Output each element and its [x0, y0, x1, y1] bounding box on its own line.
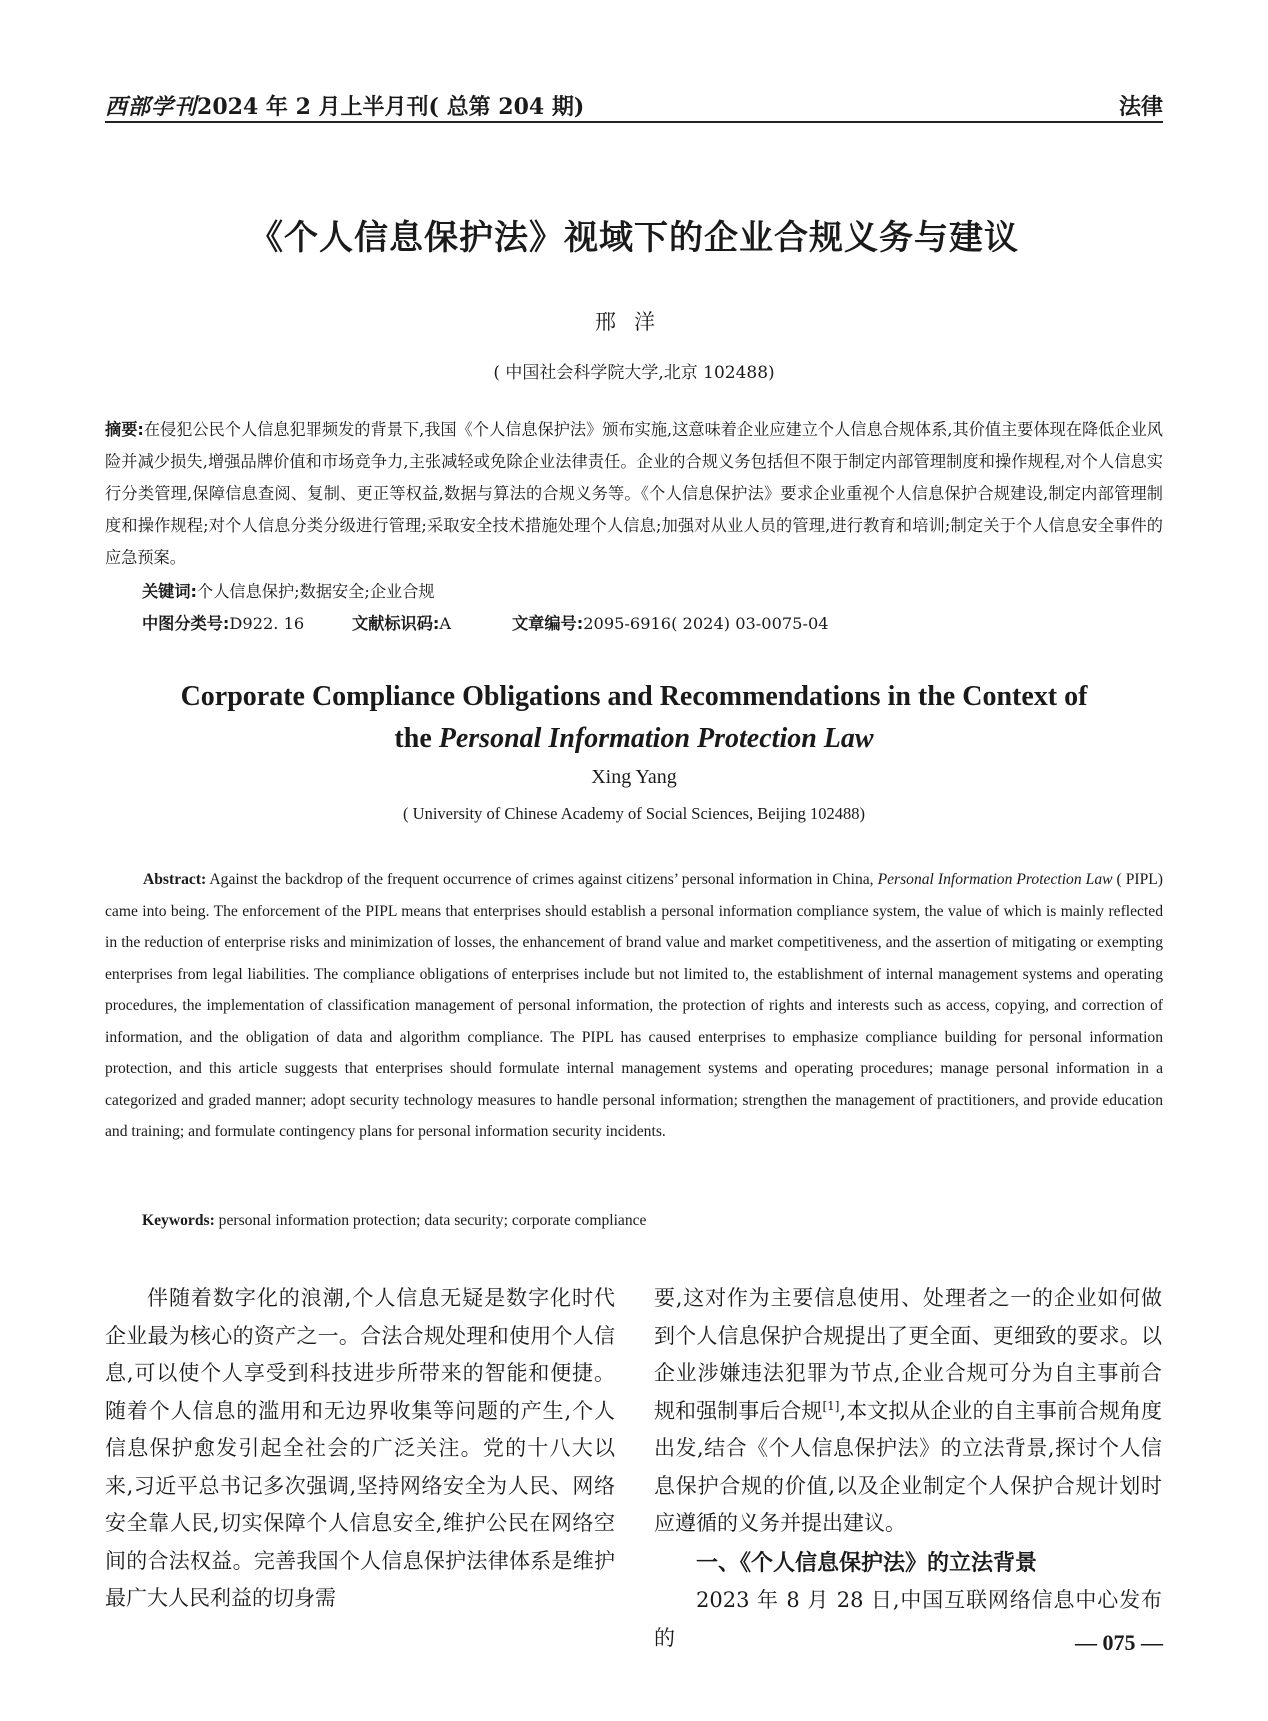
- clc-number: [142, 610, 352, 634]
- en-title-line1: Corporate Compliance Obligations and Recommendations in the Context of: [180, 681, 1088, 712]
- body-paragraph: [654, 1280, 1162, 1543]
- header-rule: [105, 121, 1163, 123]
- body-paragraph: 2023 年 8 月 28 日,中国互联网络信息中心发布的: [654, 1588, 1162, 1650]
- cn-abstract: [105, 414, 1163, 574]
- body-column-right: [654, 1280, 1162, 1657]
- cn-abstract-text: 在侵犯公民个人信息犯罪频发的背景下,我国《个人信息保护法》颁布实施,这意味着企业应建立个人信息合规体系,其价值主要体现在降低企业风险并减少损失,增强品牌价值和市场竞争力,主张减轻或免除企业法律责任。企业的合规义务包括但不限于制定内部管理制度和操作规程,对个人信息实行分类管理,保障信息查阅、复制、更正等权益,数据与算法的合规义务等。《个人信息保护法》要求企业重视个人信息保护合规建设,制定内部管理制度和操作规程;对个人信息分类分级进行管理;采取安全技术措施处理个人信息;加强对从业人员的管理,进行教育和培训;制定关于个人信息安全事件的应急预案。: [105, 420, 1163, 567]
- doc-code-label: 文献标识码:: [352, 614, 440, 633]
- en-author: Xing Yang: [591, 766, 677, 788]
- cn-affiliation: ( 中国社会科学院大学,北京 102488): [493, 363, 775, 383]
- body-text: ,本文拟从企业的自主事前合规角度出发,结合《个人信息保护法》的立法背景,探讨个人信息保护合规的价值,以及企业制定个人保护合规计划时应遵循的义务并提出建议。: [654, 1398, 1162, 1535]
- section-label: 法律: [1118, 95, 1163, 120]
- body-column-left: [105, 1280, 615, 1618]
- en-keywords-label: Keywords:: [142, 1212, 215, 1229]
- citation-ref: [1]: [822, 1398, 840, 1413]
- en-abstract-label: Abstract:: [143, 871, 207, 888]
- page-number: — 075 —: [1075, 1630, 1163, 1655]
- en-title-italic: Personal Information Protection Law: [438, 723, 874, 754]
- article-number: [512, 610, 829, 634]
- cn-keywords-text: 个人信息保护;数据安全;企业合规: [197, 582, 435, 601]
- issue-info: 2024 年 2 月上半月刊( 总第 204 期): [197, 94, 585, 120]
- en-keywords: [142, 1212, 1162, 1230]
- doc-code: [352, 610, 512, 634]
- cn-abstract-label: 摘要:: [105, 420, 144, 439]
- en-title-line2: [0, 718, 1268, 760]
- journal-logo: 西部学刊: [105, 94, 198, 120]
- body-text: 要,这对作为主要信息使用、处理者之一的企业如何做到个人信息保护合规提出了更全面、更细致的要求。以企业涉嫌违法犯罪为节点,企业合规可分为自主事前合规和强制事后合规: [654, 1286, 1162, 1423]
- clc-value: D922. 16: [229, 614, 305, 633]
- section-heading: 一、《个人信息保护法》的立法背景: [696, 1550, 1038, 1576]
- article-number-label: 文章编号:: [512, 614, 584, 633]
- en-title-prefix: the: [394, 723, 439, 754]
- article-number-value: 2095-6916( 2024) 03-0075-04: [583, 614, 829, 633]
- cn-title: 《个人信息保护法》视域下的企业合规义务与建议: [249, 218, 1019, 258]
- body-paragraph: 伴随着数字化的浪潮,个人信息无疑是数字化时代企业最为核心的资产之一。合法合规处理和使用个人信息,可以使个人享受到科技进步所带来的智能和便捷。随着个人信息的滥用和无边界收集等问题的产生,个人信息保护愈发引起全社会的广泛关注。党的十八大以来,习近平总书记多次强调,坚持网络安全为人民、网络安全靠人民,切实保障个人信息安全,维护公民在网络空间的合法权益。完善我国个人信息保护法律体系是维护最广大人民利益的切身需: [105, 1286, 615, 1610]
- en-title: [0, 676, 1268, 760]
- journal-issue: [105, 90, 584, 121]
- en-abstract-italic: Personal Information Protection Law: [877, 871, 1113, 888]
- en-abstract-text-1: Against the backdrop of the frequent occurrence of crimes against citizens’ personal information in China,: [206, 871, 878, 888]
- cn-keywords-label: 关键词:: [142, 582, 198, 601]
- cn-classification: [142, 610, 1162, 634]
- en-keywords-text: personal information protection; data security; corporate compliance: [214, 1212, 647, 1229]
- cn-author: 邢洋: [595, 310, 673, 334]
- en-affiliation: ( University of Chinese Academy of Social Sciences, Beijing 102488): [403, 804, 865, 823]
- en-abstract: [105, 864, 1163, 1148]
- cn-keywords: [142, 578, 1162, 602]
- running-header: [105, 90, 1163, 130]
- en-abstract-text-2: ( PIPL) came into being. The enforcement of the PIPL means that enterprises should establish a personal information compliance system, the value of which is mainly reflected in the reduction of enterprise risks and minimization of losses, the enhancement of brand value and market competitiveness, and the assertion of mitigating or exempting enterprises from legal liabilities. The compliance obligations of enterprises include but not limited to, the establishment of internal management systems and operating procedures, the implementation of classification management of personal information, the protection of rights and interests such as access, copying, and correction of information, and the obligation of data and algorithm compliance. The PIPL has caused enterprises to emphasize compliance building for personal information protection, and this article suggests that enterprises should formulate internal management systems and operating procedures; manage personal information in a categorized and graded manner; adopt security technology measures to handle personal information; strengthen the management of practitioners, and provide education and training; and formulate contingency plans for personal information security incidents.: [105, 871, 1163, 1140]
- doc-code-value: A: [439, 614, 452, 633]
- clc-label: 中图分类号:: [142, 614, 230, 633]
